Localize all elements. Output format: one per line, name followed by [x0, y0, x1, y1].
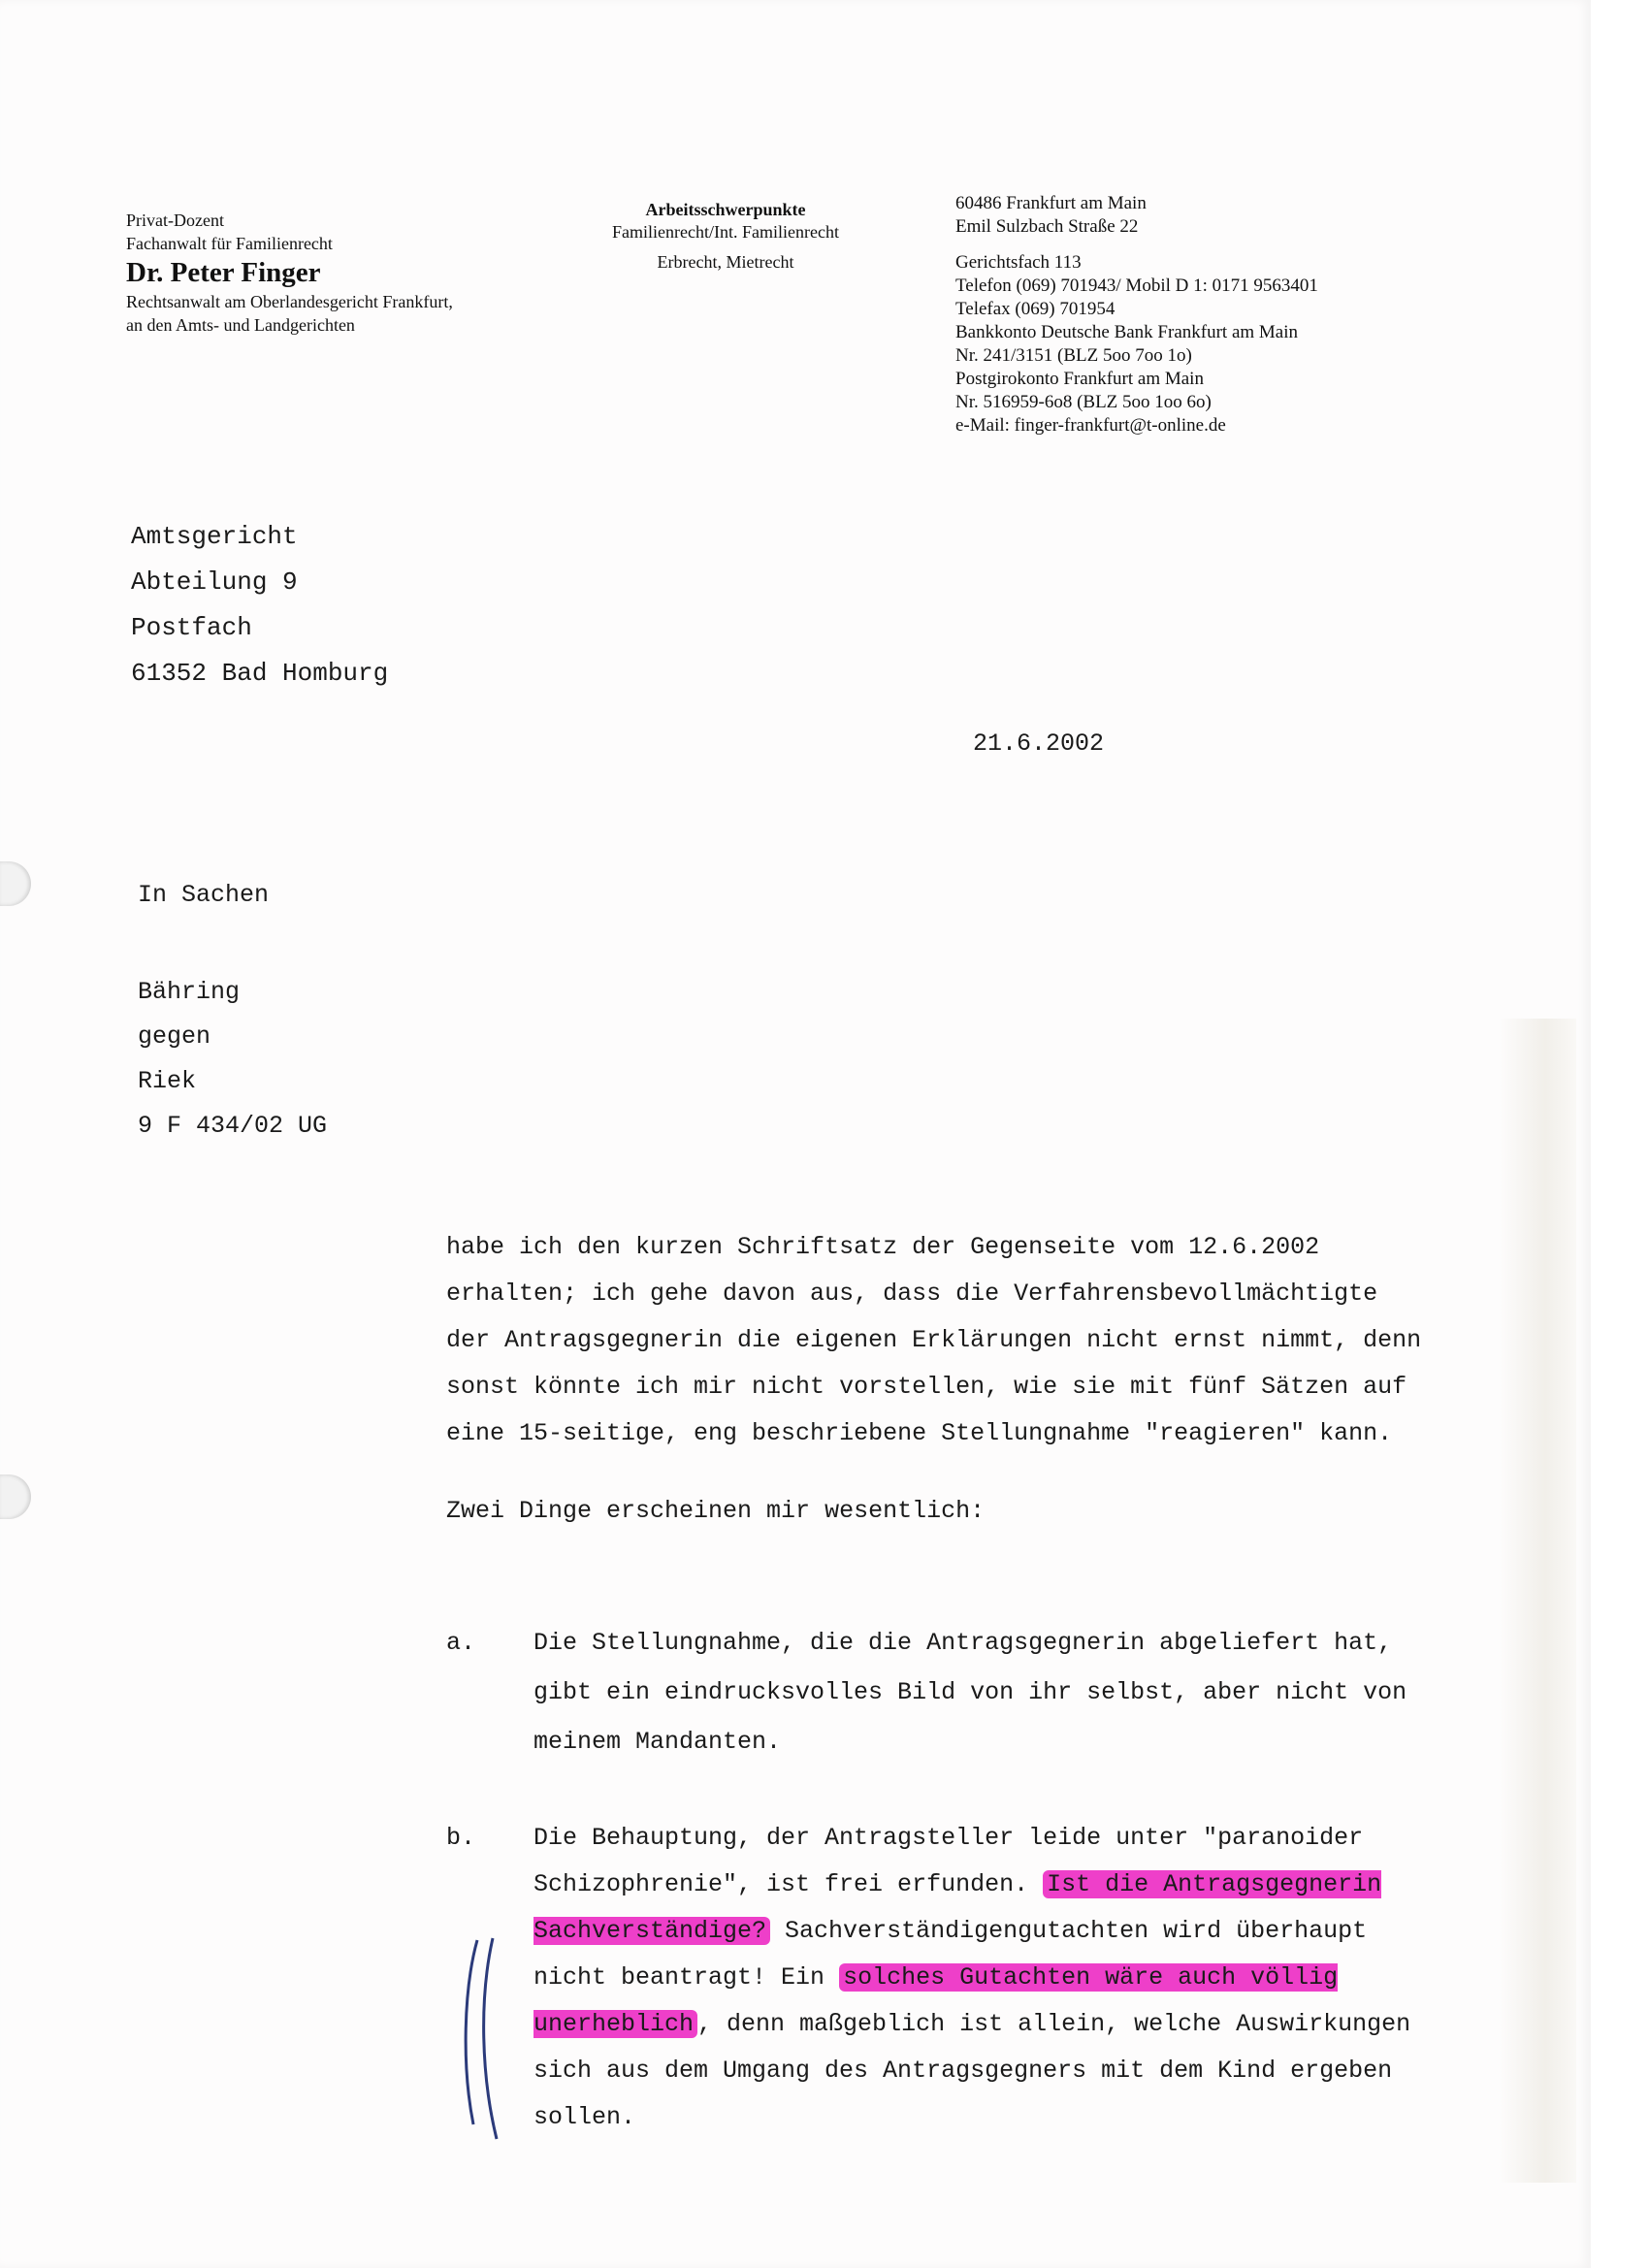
- point-b-text-1: Die Behauptung, der Antragsteller leide unter "paranoider Schizophrenie", ist frei erfunden.: [534, 1824, 1364, 1898]
- focus-line1: Familienrecht/Int. Familienrecht: [612, 222, 839, 242]
- points-list: [446, 1618, 1436, 2141]
- recipient-address: [131, 514, 388, 697]
- file-number: 9 F 434/02 UG: [138, 1112, 328, 1140]
- lawyer-court-line1: Rechtsanwalt am Oberlandesgericht Frankfurt,: [126, 292, 453, 311]
- bank: Bankkonto Deutsche Bank Frankfurt am Main: [955, 322, 1299, 342]
- letterhead-right: [955, 192, 1318, 437]
- point-b: [446, 1815, 1436, 2141]
- point-b-text-2: Sachverständigengutachten wird überhaupt nicht beantragt! Ein: [534, 1917, 1368, 1992]
- letterhead-middle: [580, 199, 871, 274]
- point-a: [446, 1618, 1436, 1766]
- focus-heading: Arbeitsschwerpunkte: [645, 200, 806, 219]
- address-street: Emil Sulzbach Straße 22: [955, 216, 1139, 237]
- point-a-text: Die Stellungnahme, die die Antragsgegnerin abgeliefert hat, gibt ein eindrucksvolles Bild von ihr selbst, aber nicht von meinem Mandanten.: [534, 1629, 1407, 1756]
- letterhead-left: [126, 209, 453, 337]
- body-paragraph-1: habe ich den kurzen Schriftsatz der Gegenseite vom 12.6.2002 erhalten; ich gehe davon aus, dass die Verfahrensbevollmächtigte der Antragsgegnerin die eigenen Erklärungen nicht ernst nimmt, denn sonst könnte ich mir nicht vorstellen, wie sie mit fünf Sätzen auf eine 15-seitige, eng beschriebene Stellungnahme "reagieren" kann.: [446, 1233, 1422, 1447]
- party-1: Bähring: [138, 978, 241, 1006]
- email: e-Mail: finger-frankfurt@t-online.de: [955, 415, 1226, 436]
- lawyer-specialty: Fachanwalt für Familienrecht: [126, 234, 333, 253]
- pen-stroke-2: [484, 1938, 497, 2139]
- party-2: Riek: [138, 1067, 197, 1095]
- margin-pen-mark: [456, 1930, 514, 2154]
- point-b-text: [534, 1815, 1436, 2141]
- address-city: 60486 Frankfurt am Main: [955, 193, 1147, 213]
- bank-number: Nr. 241/3151 (BLZ 5oo 7oo 1o): [955, 345, 1192, 366]
- lawyer-title: Privat-Dozent: [126, 211, 224, 230]
- point-b-text-3: , denn maßgeblich ist allein, welche Auswirkungen sich aus dem Umgang des Antragsgegners mit dem Kind ergeben sollen.: [534, 2010, 1411, 2131]
- focus-line2: Erbrecht, Mietrecht: [657, 252, 794, 272]
- recipient-line4: 61352 Bad Homburg: [131, 659, 389, 688]
- point-b-label: b.: [446, 1824, 476, 1852]
- postgiro-number: Nr. 516959-6o8 (BLZ 5oo 1oo 6o): [955, 392, 1212, 412]
- phone: Telefon (069) 701943/ Mobil D 1: 0171 9563401: [955, 275, 1318, 296]
- case-intro: In Sachen: [138, 881, 270, 909]
- court-box: Gerichtsfach 113: [955, 252, 1082, 273]
- highlight-1: Ist die Antragsgegnerin Sachverständige?: [534, 1870, 1382, 1945]
- pen-stroke-1: [466, 1940, 477, 2124]
- fax: Telefax (069) 701954: [955, 299, 1116, 319]
- case-parties: [138, 970, 327, 1149]
- page-edge-shadow: [1499, 1019, 1576, 2183]
- point-a-label: a.: [446, 1629, 476, 1657]
- lawyer-name: Dr. Peter Finger: [126, 257, 321, 288]
- recipient-line2: Abteilung 9: [131, 567, 298, 597]
- recipient-line3: Postfach: [131, 613, 252, 642]
- lawyer-court-line2: an den Amts- und Landgerichten: [126, 315, 355, 335]
- highlight-2: solches Gutachten wäre auch völlig unerheblich: [534, 1963, 1339, 2038]
- letter-body: [446, 1224, 1436, 1535]
- postgiro: Postgirokonto Frankfurt am Main: [955, 369, 1204, 389]
- recipient-line1: Amtsgericht: [131, 522, 298, 551]
- body-paragraph-2: Zwei Dinge erscheinen mir wesentlich:: [446, 1497, 986, 1525]
- versus: gegen: [138, 1022, 211, 1051]
- letter-date: 21.6.2002: [973, 729, 1105, 758]
